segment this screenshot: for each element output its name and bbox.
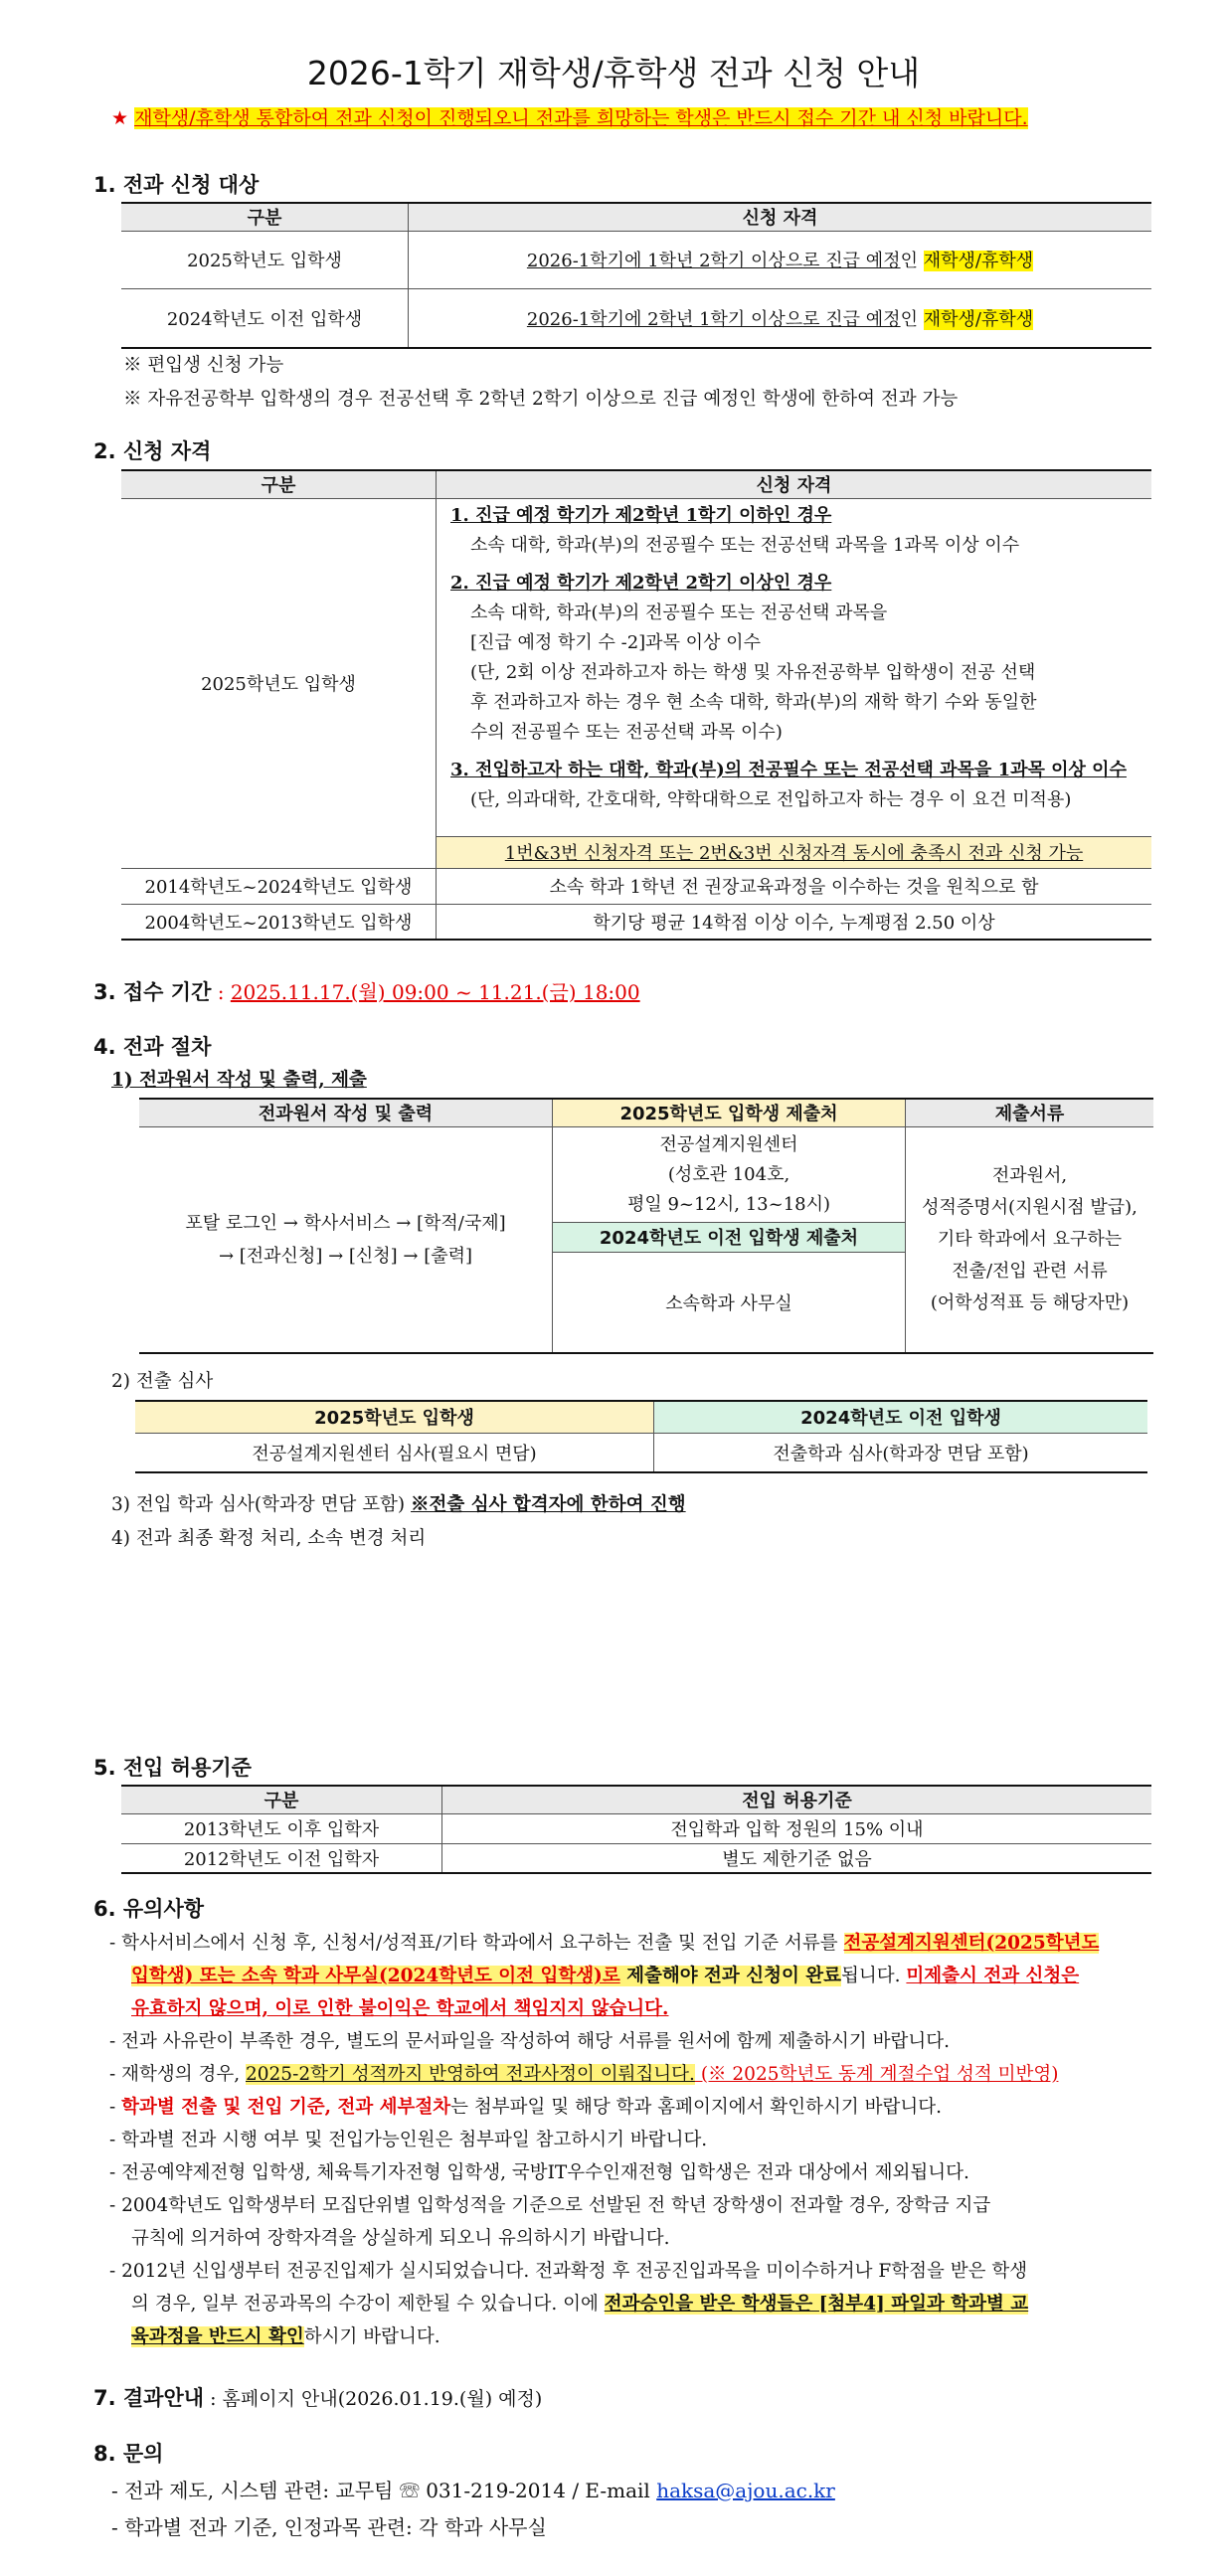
section-3-heading: 3. 접수 기간 bbox=[93, 980, 212, 1004]
table-row bbox=[121, 231, 1151, 288]
table-header: 신청 자격 bbox=[409, 203, 1152, 231]
table-header: 2024학년도 이전 입학생 bbox=[654, 1401, 1148, 1433]
document-line: 기타 학과에서 요구하는 bbox=[937, 1228, 1123, 1250]
criterion-3-body: (단, 의과대학, 간호대학, 약학대학으로 전입하고자 하는 경우 이 요건 미적용) bbox=[470, 788, 1072, 810]
section-3 bbox=[93, 976, 640, 1006]
table-header: 제출서류 bbox=[906, 1099, 1154, 1126]
row-text: 소속 학과 1학년 전 권장교육과정을 이수하는 것을 원칙으로 함 bbox=[437, 868, 1152, 904]
document-line: 전과원서, bbox=[991, 1164, 1068, 1186]
row-group: 2014학년도~2024학년도 입학생 bbox=[121, 868, 437, 904]
list-item: - 학사서비스에서 신청 후, 신청서/성적표/기타 학과에서 요구하는 전출 및 전입 기준 서류를 전공설계지원센터(2025학년도 bbox=[109, 1933, 1100, 1954]
criterion-2-body: 소속 대학, 학과(부)의 전공필수 또는 전공선택 과목을 bbox=[470, 601, 888, 623]
note: ※ 편입생 신청 가능 bbox=[123, 355, 284, 376]
table-header: 구분 bbox=[121, 203, 409, 231]
table-row bbox=[121, 1813, 1151, 1843]
row-text: 2026-1학기에 2학년 1학기 이상으로 진급 예정인 재학생/휴학생 bbox=[409, 288, 1152, 348]
list-item-cont: 입학생) 또는 소속 학과 사무실(2024학년도 이전 입학생)로 제출해야 전과 신청이 완료됩니다. 미제출시 전과 신청은 bbox=[131, 1966, 1080, 1986]
list-item: - 재학생의 경우, 2025-2학기 성적까지 반영하여 전과사정이 이뤄집니다. (※ 2025학년도 동계 계절수업 성적 미반영) bbox=[109, 2064, 1059, 2085]
location-line: 평일 9~12시, 13~18시) bbox=[626, 1194, 831, 1215]
criterion-1-title: 1. 진급 예정 학기가 제2학년 1학기 이하인 경우 bbox=[450, 504, 832, 526]
email-link[interactable]: haksa@ajou.ac.kr bbox=[656, 2479, 835, 2502]
row-text: 학기당 평균 14학점 이상 이수, 누계평점 2.50 이상 bbox=[437, 904, 1152, 940]
row-group: 2013학년도 이후 입학자 bbox=[121, 1813, 442, 1843]
step-3-text: 3) 전입 학과 심사(학과장 면담 포함) bbox=[111, 1494, 412, 1515]
caution-list bbox=[109, 1927, 1163, 2353]
step-3 bbox=[111, 1490, 686, 1516]
combo-requirement: 1번&3번 신청자격 또는 2번&3번 신청자격 동시에 충족시 전과 신청 가능 bbox=[437, 836, 1152, 868]
section-4-heading: 4. 전과 절차 bbox=[93, 1035, 212, 1059]
table-row bbox=[121, 904, 1151, 940]
notice-text: 재학생/휴학생 통합하여 전과 신청이 진행되오니 전과를 희망하는 학생은 반드시 접수 기간 내 신청 바랍니다. bbox=[134, 107, 1028, 129]
transfer-quota-table bbox=[121, 1785, 1151, 1874]
list-item: - 전과 사유란이 부족한 경우, 별도의 문서파일을 작성하여 해당 서류를 원서에 함께 제출하시기 바랍니다. bbox=[109, 2031, 951, 2052]
portal-step-line: 포탈 로그인 → 학사서비스 → [학적/국제] bbox=[185, 1212, 506, 1234]
step-3-note: ※전출 심사 합격자에 한하여 진행 bbox=[411, 1494, 686, 1515]
list-item: - 전공예약제전형 입학생, 체육특기자전형 입학생, 국방IT우수인재전형 입학생은 전과 대상에서 제외됩니다. bbox=[109, 2162, 969, 2183]
criterion-1-body: 소속 대학, 학과(부)의 전공필수 또는 전공선택 과목을 1과목 이상 이수 bbox=[470, 534, 1020, 556]
required-documents bbox=[906, 1126, 1154, 1353]
location-line: (성호관 104호, bbox=[667, 1164, 790, 1185]
list-item-cont: 육과정을 반드시 확인하시기 바랍니다. bbox=[131, 2326, 440, 2347]
criterion-3-title: 3. 전입하고자 하는 대학, 학과(부)의 전공필수 또는 전공선택 과목을 1과목 이상 이수 bbox=[450, 759, 1127, 780]
table-row bbox=[121, 868, 1151, 904]
criterion-2-body: 수의 전공필수 또는 전공선택 과목 이수) bbox=[470, 721, 783, 743]
criterion-2-title: 2. 진급 예정 학기가 제2학년 2학기 이상인 경우 bbox=[450, 572, 832, 594]
table-row bbox=[121, 498, 1151, 836]
prev-admission-place: 소속학과 사무실 bbox=[553, 1252, 906, 1353]
table-header: 전입 허용기준 bbox=[442, 1786, 1152, 1813]
review-table bbox=[135, 1400, 1147, 1473]
review-cell: 전출학과 심사(학과장 면담 포함) bbox=[654, 1433, 1148, 1472]
eligibility-target-table bbox=[121, 202, 1151, 349]
step-4: 4) 전과 최종 확정 처리, 소속 변경 처리 bbox=[111, 1528, 427, 1549]
table-header: 전과원서 작성 및 출력 bbox=[139, 1099, 553, 1126]
center-location bbox=[553, 1126, 906, 1222]
contact-line: - 학과별 전과 기준, 인정과목 관련: 각 학과 사무실 bbox=[111, 2515, 547, 2539]
criterion-2-body: 후 전과하고자 하는 경우 현 소속 대학, 학과(부)의 재학 학기 수와 동일한 bbox=[470, 691, 1037, 713]
procedure-table bbox=[139, 1098, 1153, 1354]
prev-admission-header: 2024학년도 이전 입학생 제출처 bbox=[553, 1222, 906, 1252]
portal-step-line: → [전과신청] → [신청] → [출력] bbox=[218, 1245, 473, 1267]
document-line: 성적증명서(지원시점 발급), bbox=[922, 1196, 1138, 1218]
list-item-cont: 의 경우, 일부 전공과목의 수강이 제한될 수 있습니다. 이에 전과승인을 받은 학생들은 [첨부4] 파일과 학과별 교 bbox=[131, 2294, 1029, 2315]
note: ※ 자유전공학부 입학생의 경우 전공선택 후 2학년 2학기 이상으로 진급 예정인 학생에 한하여 전과 가능 bbox=[123, 389, 959, 410]
location-line: 전공설계지원센터 bbox=[659, 1134, 798, 1155]
separator: : bbox=[211, 980, 231, 1004]
section-7 bbox=[93, 2382, 542, 2412]
row-group: 2024학년도 이전 입학생 bbox=[121, 288, 409, 348]
contact-text: - 전과 제도, 시스템 관련: 교무팀 ☏ 031-219-2014 / E-mail bbox=[111, 2479, 657, 2502]
table-header: 2025학년도 입학생 제출처 bbox=[553, 1099, 906, 1126]
step-2-title: 2) 전출 심사 bbox=[111, 1371, 214, 1392]
list-item: - 학과별 전출 및 전입 기준, 전과 세부절차는 첨부파일 및 해당 학과 홈페이지에서 확인하시기 바랍니다. bbox=[109, 2097, 942, 2118]
star-icon: ★ bbox=[111, 107, 129, 129]
section-7-heading: 7. 결과안내 bbox=[93, 2386, 205, 2410]
qualification-table bbox=[121, 469, 1151, 941]
row-group: 2004학년도~2013학년도 입학생 bbox=[121, 904, 437, 940]
table-header: 2025학년도 입학생 bbox=[135, 1401, 654, 1433]
list-item-cont: 유효하지 않으며, 이로 인한 불이익은 학교에서 책임지지 않습니다. bbox=[131, 1998, 669, 2019]
row-text: 별도 제한기준 없음 bbox=[442, 1843, 1152, 1873]
section-2-heading: 2. 신청 자격 bbox=[93, 439, 212, 463]
table-header: 구분 bbox=[121, 470, 437, 498]
list-item-cont: 규칙에 의거하여 장학자격을 상실하게 되오니 유의하시기 바랍니다. bbox=[131, 2228, 670, 2249]
section-1-heading: 1. 전과 신청 대상 bbox=[93, 173, 260, 197]
page-title: 2026-1학기 재학생/휴학생 전과 신청 안내 bbox=[306, 54, 921, 92]
contact-line bbox=[111, 2475, 835, 2503]
section-8-heading: 8. 문의 bbox=[93, 2442, 164, 2466]
section-5-heading: 5. 전입 허용기준 bbox=[93, 1756, 252, 1780]
list-item: - 2004학년도 입학생부터 모집단위별 입학성적을 기준으로 선발된 전 학년 장학생이 전과할 경우, 장학금 지급 bbox=[109, 2195, 991, 2216]
criterion-2-body: [진급 예정 학기 수 -2]과목 이상 이수 bbox=[470, 631, 761, 653]
portal-steps bbox=[139, 1126, 553, 1353]
table-row bbox=[121, 288, 1151, 348]
row-group: 2012학년도 이전 입학자 bbox=[121, 1843, 442, 1873]
list-item: - 학과별 전과 시행 여부 및 전입가능인원은 첨부파일 참고하시기 바랍니다. bbox=[109, 2130, 708, 2150]
row-text: 전입학과 입학 정원의 15% 이내 bbox=[442, 1813, 1152, 1843]
criteria-cell bbox=[437, 498, 1152, 836]
application-period: 2025.11.17.(월) 09:00 ~ 11.21.(금) 18:00 bbox=[230, 980, 640, 1004]
step-1-title: 1) 전과원서 작성 및 출력, 제출 bbox=[111, 1070, 367, 1091]
document-line: (어학성적표 등 해당자만) bbox=[930, 1291, 1130, 1313]
result-notice: : 홈페이지 안내(2026.01.19.(월) 예정) bbox=[204, 2388, 543, 2410]
table-header: 신청 자격 bbox=[437, 470, 1152, 498]
review-cell: 전공설계지원센터 심사(필요시 면담) bbox=[135, 1433, 654, 1472]
criterion-2-body: (단, 2회 이상 전과하고자 하는 학생 및 자유전공학부 입학생이 전공 선택 bbox=[470, 661, 1036, 683]
row-group: 2025학년도 입학생 bbox=[121, 231, 409, 288]
table-header: 구분 bbox=[121, 1786, 442, 1813]
table-row bbox=[121, 1843, 1151, 1873]
document-line: 전출/전입 관련 서류 bbox=[952, 1260, 1108, 1282]
notice-banner bbox=[111, 103, 1028, 130]
row-group: 2025학년도 입학생 bbox=[121, 498, 437, 868]
table-row bbox=[135, 1433, 1147, 1472]
list-item: - 2012년 신입생부터 전공진입제가 실시되었습니다. 전과확정 후 전공진입과목을 미이수하거나 F학점을 받은 학생 bbox=[109, 2261, 1028, 2282]
section-6-heading: 6. 유의사항 bbox=[93, 1897, 205, 1921]
row-text: 2026-1학기에 1학년 2학기 이상으로 진급 예정인 재학생/휴학생 bbox=[409, 231, 1152, 288]
